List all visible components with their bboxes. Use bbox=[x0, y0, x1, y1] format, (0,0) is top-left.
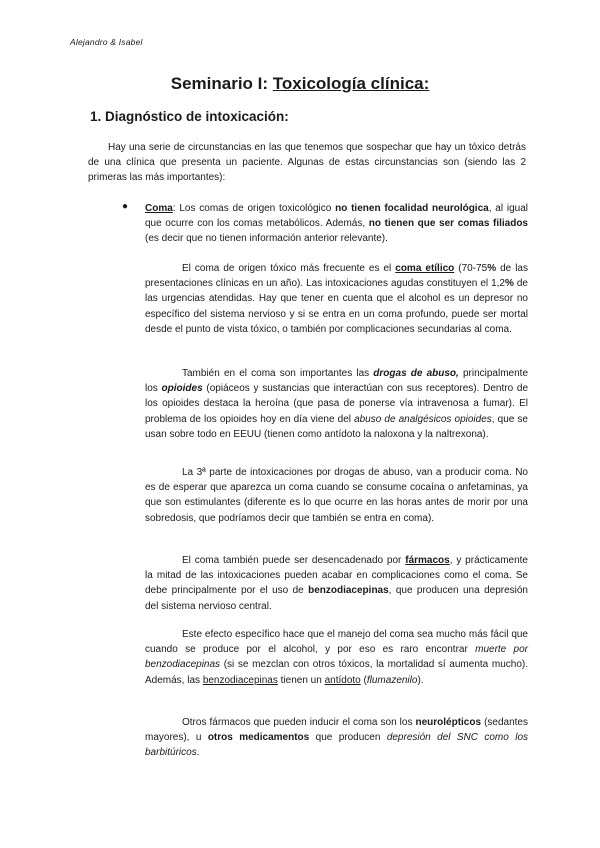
document-header: Alejandro & Isabel bbox=[70, 37, 143, 47]
bullet-coma: Coma: Los comas de origen toxicológico no tienen focalidad neurológica, al igual que ocurre con los comas metabólicos. Además, no tienen que ser comas filiados (es decir que no tienen información anterior relevante). bbox=[145, 203, 528, 245]
paragraph-farmacos: El coma también puede ser desencadenado por fármacos, y prácticamente la mitad de las intoxicaciones pueden acabar en complicaciones como el coma. Se debe principalmente por el uso de benzodiacepinas, que producen una depresión del sistema nervioso central. bbox=[145, 555, 528, 612]
bullet-icon: ● bbox=[122, 201, 129, 212]
paragraph-benzodiacepinas: Este efecto específico hace que el manejo del coma sea mucho más fácil que cuando se produce por el alcohol, y por eso es raro encontrar muerte por benzodiacepinas (si se mezclan con otros tóxicos, la mortalidad sí aumenta mucho). Además, las benzodiacepinas tienen un antídoto (flumazenilo). bbox=[145, 629, 528, 686]
paragraph-drogas-abuso: También en el coma son importantes las drogas de abuso, principalmente los opioides (opiáceos y sustancias que interactúan con sus receptores). Dentro de los opioides destaca la heroína (que pasa de ponerse vía intravenosa a fumar). El problema de los opioides hoy en día viene del abuso de analgésicos opioides, que se usan sobre todo en EEUU (tienen como antídoto la naloxona y la naltrexona). bbox=[145, 368, 529, 440]
paragraph-otros-farmacos: Otros fármacos que pueden inducir el coma son los neurolépticos (sedantes mayores), u otros medicamentos que producen depresión del SNC como los barbitúricos. bbox=[145, 717, 529, 759]
page-title: Seminario I: Toxicología clínica: bbox=[170, 74, 430, 93]
paragraph-coma-etilico: El coma de origen tóxico más frecuente es el coma etílico (70-75% de las presentaciones clínicas en un año). Las intoxicaciones agudas constituyen el 1,2% de las urgencias atendidas. Hay que tener en cuenta que el alcohol es un depresor no específico del sistema nervioso y si se entra en un coma profundo, puede ser mortal desde el punto de vista tóxico, o también por complicaciones secundarias al coma. bbox=[145, 263, 528, 335]
section-heading: 1. Diagnóstico de intoxicación: bbox=[90, 109, 289, 124]
paragraph-estimulantes: La 3ª parte de intoxicaciones por drogas de abuso, van a producir coma. No es de esperar que aparezca un coma cuando se consume cocaína o anfetaminas, ya que son estimulantes (diferente es lo que ocurre en las horas antes de morir por una sobredosis, que podríamos decir que también se entra en coma). bbox=[145, 467, 528, 524]
intro-paragraph: Hay una serie de circunstancias en las que tenemos que sospechar que hay un tóxico detrás de una clínica que presenta un paciente. Algunas de estas circunstancias son (siendo las 2 primeras las más importantes): bbox=[88, 142, 526, 184]
